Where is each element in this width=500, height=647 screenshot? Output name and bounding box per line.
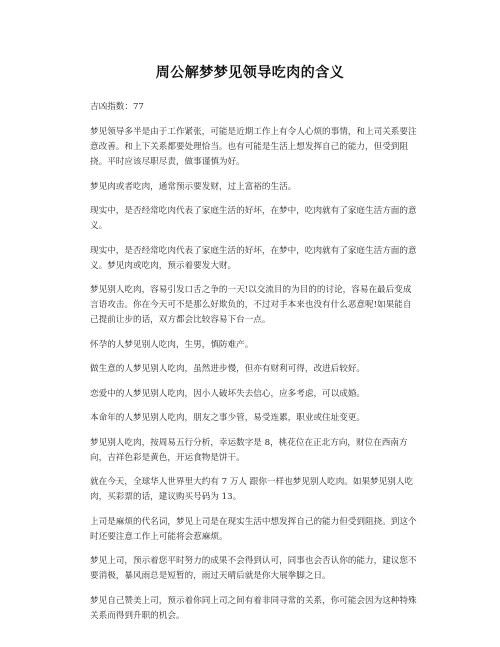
- paragraph: 就在今天，全球华人世界里大约有 7 万人 跟你一样也梦见别人吃肉。如果梦见别人吃肉，买彩票的话，建议购买号码为 13。: [90, 477, 414, 502]
- page-title: 周公解梦梦见领导吃肉的含义: [155, 65, 345, 81]
- paragraph: 现实中，是否经常吃肉代表了家庭生活的好坏，在梦中，吃肉就有了家庭生活方面的意义。梦见肉或吃肉，预示着要发大财。: [90, 245, 417, 271]
- paragraph: 本命年的人梦见别人吃肉，朋友之事少管，易受连累，职业或住址变更。: [90, 413, 366, 423]
- paragraph: 梦见领导多半是由于工作紧张，可能是近期工作上有令人心烦的事情，和上司关系要注意改善。和上下关系都要处理恰当。也有可能是生活上想发挥自己的能力，但受到阻挠。平时应该尽职尽责，做事谨慎为好。: [90, 127, 417, 167]
- paragraph: 恋爱中的人梦见别人吃肉，因小人破坏失去信心，应多考虑，可以成婚。: [90, 388, 366, 399]
- document-body: [90, 100, 420, 633]
- paragraph: 现实中，是否经常吃肉代表了家庭生活的好坏，在梦中，吃肉就有了家庭生活方面的意义。: [90, 206, 417, 231]
- paragraph: 做生意的人梦见别人吃肉，虽然进步慢，但亦有财利可得，改进后较好。: [90, 364, 366, 374]
- paragraph: 上司是麻烦的代名词，梦见上司是在现实生活中想发挥自己的能力但受到阻挠。到这个时还要注意工作上可能将会惹麻烦。: [90, 516, 417, 542]
- paragraph: 梦见上司，预示着您平时努力的成果不会得到认可，同事也会否认你的能力，建议您不要消极，暴风雨总是短暂的，雨过天晴后就是你大展拳脚之日。: [90, 556, 417, 581]
- paragraph: 怀孕的人梦见别人吃肉，生男，慎防难产。: [90, 339, 254, 350]
- paragraph: 梦见别人吃肉，按周易五行分析，幸运数字是 8，桃花位在正北方向，财位在西南方向，吉祥色彩是黄色，开运食物是饼干。: [90, 437, 408, 463]
- luck-index: 吉凶指数：77: [90, 102, 144, 112]
- paragraph: 梦见自己赞美上司，预示着你同上司之间有着非同寻常的关系，你可能会因为这种特殊关系而得到升职的机会。: [90, 595, 417, 621]
- paragraph: 梦见肉或者吃肉，通常预示要发财，过上富裕的生活。: [90, 181, 297, 192]
- paragraph: 梦见别人吃肉，容易引发口舌之争的一天!以交流目的为目的的讨论，容易在最后变成言语攻击。你在今天可不是那么好欺负的，不过对手本来也没有什么恶意呢!如果能自己提前让步的话，双方都会比较容易下台一点。: [90, 285, 412, 325]
